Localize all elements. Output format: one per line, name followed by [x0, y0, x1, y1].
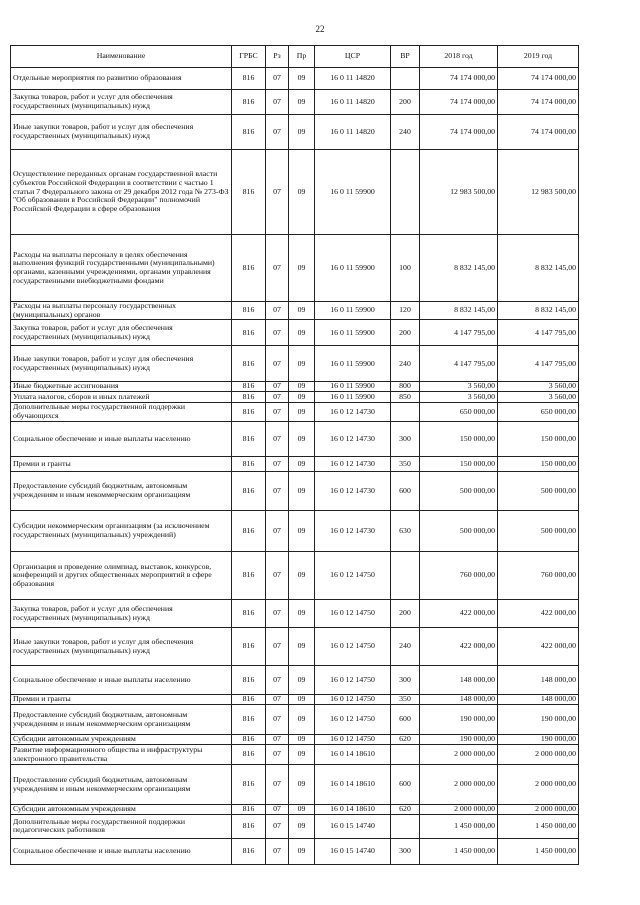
- table-row: [11, 346, 579, 382]
- row-vr-cell: [391, 68, 420, 90]
- row-csr-cell: 16 0 12 14750: [315, 705, 391, 735]
- table-row: [11, 552, 579, 600]
- header-rz: Рз: [266, 46, 289, 68]
- row-grbs-cell: 816: [232, 511, 266, 552]
- row-pr-cell: 09: [289, 600, 315, 628]
- row-grbs-cell: 816: [232, 628, 266, 666]
- row-pr-cell: 09: [289, 765, 315, 805]
- row-rz-cell: 07: [266, 382, 289, 392]
- row-rz-cell: 07: [266, 115, 289, 150]
- row-csr-cell: 16 0 12 14750: [315, 552, 391, 600]
- row-grbs-cell: 816: [232, 392, 266, 403]
- row-name-cell: Отдельные мероприятия по развитию образования: [11, 68, 232, 90]
- table-row: [11, 705, 579, 735]
- row-2019-cell: 760 000,00: [498, 552, 579, 600]
- table-header-row: [11, 46, 579, 68]
- table-row: [11, 382, 579, 392]
- row-grbs-cell: 816: [232, 600, 266, 628]
- row-grbs-cell: 816: [232, 745, 266, 765]
- row-csr-cell: 16 0 12 14730: [315, 511, 391, 552]
- row-vr-cell: 600: [391, 705, 420, 735]
- row-csr-cell: 16 0 14 18610: [315, 745, 391, 765]
- row-pr-cell: 09: [289, 68, 315, 90]
- row-2019-cell: 8 832 145,00: [498, 302, 579, 320]
- row-vr-cell: 240: [391, 346, 420, 382]
- row-rz-cell: 07: [266, 511, 289, 552]
- row-vr-cell: 850: [391, 392, 420, 403]
- row-grbs-cell: 816: [232, 814, 266, 838]
- table-row: [11, 235, 579, 302]
- row-grbs-cell: 816: [232, 422, 266, 457]
- row-vr-cell: 620: [391, 805, 420, 815]
- row-2018-cell: 74 174 000,00: [420, 68, 498, 90]
- row-rz-cell: 07: [266, 346, 289, 382]
- row-rz-cell: 07: [266, 695, 289, 705]
- row-2019-cell: 190 000,00: [498, 705, 579, 735]
- row-pr-cell: 09: [289, 422, 315, 457]
- row-csr-cell: 16 0 11 59900: [315, 302, 391, 320]
- row-vr-cell: 300: [391, 666, 420, 695]
- row-rz-cell: 07: [266, 765, 289, 805]
- row-2018-cell: 3 560,00: [420, 392, 498, 403]
- row-csr-cell: 16 0 12 14750: [315, 628, 391, 666]
- row-2018-cell: 190 000,00: [420, 735, 498, 745]
- table-row: [11, 805, 579, 815]
- row-2019-cell: 2 000 000,00: [498, 765, 579, 805]
- row-pr-cell: 09: [289, 472, 315, 511]
- table-row: [11, 90, 579, 115]
- row-grbs-cell: 816: [232, 472, 266, 511]
- row-pr-cell: 09: [289, 666, 315, 695]
- budget-table: [10, 45, 579, 865]
- row-vr-cell: 200: [391, 320, 420, 346]
- row-vr-cell: 800: [391, 382, 420, 392]
- row-csr-cell: 16 0 12 14750: [315, 600, 391, 628]
- row-name-cell: Предоставление субсидий бюджетным, автономным учреждениям и иным некоммерческим организациям: [11, 765, 232, 805]
- row-grbs-cell: 816: [232, 235, 266, 302]
- row-csr-cell: 16 0 11 59900: [315, 346, 391, 382]
- row-pr-cell: 09: [289, 628, 315, 666]
- row-name-cell: Социальное обеспечение и иные выплаты населению: [11, 666, 232, 695]
- row-vr-cell: 350: [391, 695, 420, 705]
- row-2019-cell: 74 174 000,00: [498, 115, 579, 150]
- row-pr-cell: 09: [289, 90, 315, 115]
- table-row: [11, 838, 579, 864]
- row-name-cell: Премии и гранты: [11, 457, 232, 472]
- table-row: [11, 745, 579, 765]
- row-name-cell: Премии и гранты: [11, 695, 232, 705]
- row-pr-cell: 09: [289, 805, 315, 815]
- row-rz-cell: 07: [266, 838, 289, 864]
- row-name-cell: Уплата налогов, сборов и иных платежей: [11, 392, 232, 403]
- row-2019-cell: 3 560,00: [498, 382, 579, 392]
- row-2019-cell: 8 832 145,00: [498, 235, 579, 302]
- row-2018-cell: 422 000,00: [420, 600, 498, 628]
- row-name-cell: Предоставление субсидий бюджетным, автономным учреждениям и иным некоммерческим организациям: [11, 472, 232, 511]
- row-2019-cell: 2 000 000,00: [498, 805, 579, 815]
- row-2018-cell: 12 983 500,00: [420, 150, 498, 235]
- row-2018-cell: 74 174 000,00: [420, 90, 498, 115]
- row-csr-cell: 16 0 11 59900: [315, 235, 391, 302]
- row-2018-cell: 150 000,00: [420, 422, 498, 457]
- row-csr-cell: 16 0 11 14820: [315, 90, 391, 115]
- row-csr-cell: 16 0 11 14820: [315, 68, 391, 90]
- table-row: [11, 765, 579, 805]
- row-csr-cell: 16 0 12 14730: [315, 457, 391, 472]
- table-row: [11, 457, 579, 472]
- row-name-cell: Организация и проведение олимпиад, выставок, конкурсов, конференций и других общественных мероприятий в сфере образования: [11, 552, 232, 600]
- row-csr-cell: 16 0 12 14730: [315, 403, 391, 422]
- row-2018-cell: 4 147 795,00: [420, 320, 498, 346]
- row-vr-cell: 120: [391, 302, 420, 320]
- row-2018-cell: 74 174 000,00: [420, 115, 498, 150]
- table-row: [11, 422, 579, 457]
- row-pr-cell: 09: [289, 302, 315, 320]
- row-2018-cell: 190 000,00: [420, 705, 498, 735]
- row-csr-cell: 16 0 12 14750: [315, 695, 391, 705]
- row-2018-cell: 760 000,00: [420, 552, 498, 600]
- row-2018-cell: 150 000,00: [420, 457, 498, 472]
- table-row: [11, 695, 579, 705]
- row-grbs-cell: 816: [232, 403, 266, 422]
- row-2018-cell: 2 000 000,00: [420, 805, 498, 815]
- table-row: [11, 814, 579, 838]
- row-2019-cell: 4 147 795,00: [498, 320, 579, 346]
- row-csr-cell: 16 0 14 18610: [315, 805, 391, 815]
- table-row: [11, 511, 579, 552]
- table-row: [11, 302, 579, 320]
- row-rz-cell: 07: [266, 666, 289, 695]
- row-name-cell: Расходы на выплаты персоналу государственных (муниципальных) органов: [11, 302, 232, 320]
- row-2019-cell: 422 000,00: [498, 600, 579, 628]
- row-csr-cell: 16 0 15 14740: [315, 814, 391, 838]
- row-name-cell: Социальное обеспечение и иные выплаты населению: [11, 838, 232, 864]
- row-2018-cell: 3 560,00: [420, 382, 498, 392]
- row-2018-cell: 500 000,00: [420, 472, 498, 511]
- row-grbs-cell: 816: [232, 765, 266, 805]
- row-name-cell: Расходы на выплаты персоналу в целях обеспечения выполнения функций государственными (муниципальными) органами, казенными учреждениями, органами управления государственными внебюджетными фондами: [11, 235, 232, 302]
- row-csr-cell: 16 0 12 14750: [315, 666, 391, 695]
- row-vr-cell: 600: [391, 765, 420, 805]
- row-2018-cell: 8 832 145,00: [420, 302, 498, 320]
- row-2018-cell: 2 000 000,00: [420, 765, 498, 805]
- row-2019-cell: 2 000 000,00: [498, 745, 579, 765]
- row-grbs-cell: 816: [232, 695, 266, 705]
- row-csr-cell: 16 0 11 59900: [315, 150, 391, 235]
- row-grbs-cell: 816: [232, 68, 266, 90]
- table-row: [11, 68, 579, 90]
- row-2018-cell: 2 000 000,00: [420, 745, 498, 765]
- row-vr-cell: 240: [391, 115, 420, 150]
- row-pr-cell: 09: [289, 382, 315, 392]
- row-vr-cell: [391, 552, 420, 600]
- row-grbs-cell: 816: [232, 838, 266, 864]
- row-vr-cell: 620: [391, 735, 420, 745]
- table-row: [11, 403, 579, 422]
- row-rz-cell: 07: [266, 805, 289, 815]
- row-grbs-cell: 816: [232, 382, 266, 392]
- row-name-cell: Дополнительные меры государственной поддержки педагогических работников: [11, 814, 232, 838]
- row-vr-cell: 200: [391, 90, 420, 115]
- row-csr-cell: 16 0 11 59900: [315, 320, 391, 346]
- row-pr-cell: 09: [289, 392, 315, 403]
- header-2018: 2018 год: [420, 46, 498, 68]
- row-csr-cell: 16 0 11 59900: [315, 382, 391, 392]
- row-2019-cell: 4 147 795,00: [498, 346, 579, 382]
- table-row: [11, 392, 579, 403]
- row-grbs-cell: 816: [232, 302, 266, 320]
- table-row: [11, 628, 579, 666]
- row-2019-cell: 500 000,00: [498, 472, 579, 511]
- row-vr-cell: 100: [391, 235, 420, 302]
- row-pr-cell: 09: [289, 457, 315, 472]
- row-2019-cell: 422 000,00: [498, 628, 579, 666]
- row-pr-cell: 09: [289, 814, 315, 838]
- row-2018-cell: 650 000,00: [420, 403, 498, 422]
- row-2019-cell: 12 983 500,00: [498, 150, 579, 235]
- row-rz-cell: 07: [266, 422, 289, 457]
- row-pr-cell: 09: [289, 552, 315, 600]
- row-rz-cell: 07: [266, 235, 289, 302]
- table-row: [11, 600, 579, 628]
- row-rz-cell: 07: [266, 705, 289, 735]
- table-row: [11, 666, 579, 695]
- row-name-cell: Иные бюджетные ассигнования: [11, 382, 232, 392]
- row-rz-cell: 07: [266, 403, 289, 422]
- row-2018-cell: 148 000,00: [420, 695, 498, 705]
- row-vr-cell: 600: [391, 472, 420, 511]
- row-rz-cell: 07: [266, 392, 289, 403]
- row-csr-cell: 16 0 11 14820: [315, 115, 391, 150]
- row-name-cell: Предоставление субсидий бюджетным, автономным учреждениям и иным некоммерческим организациям: [11, 705, 232, 735]
- row-grbs-cell: 816: [232, 346, 266, 382]
- row-2019-cell: 74 174 000,00: [498, 90, 579, 115]
- header-name: Наименование: [11, 46, 232, 68]
- row-pr-cell: 09: [289, 735, 315, 745]
- row-vr-cell: [391, 745, 420, 765]
- row-vr-cell: 300: [391, 838, 420, 864]
- row-pr-cell: 09: [289, 705, 315, 735]
- row-vr-cell: [391, 814, 420, 838]
- row-csr-cell: 16 0 11 59900: [315, 392, 391, 403]
- row-2018-cell: 4 147 795,00: [420, 346, 498, 382]
- header-grbs: ГРБС: [232, 46, 266, 68]
- row-2019-cell: 148 000,00: [498, 695, 579, 705]
- row-name-cell: Социальное обеспечение и иные выплаты населению: [11, 422, 232, 457]
- row-name-cell: Закупка товаров, работ и услуг для обеспечения государственных (муниципальных) нужд: [11, 320, 232, 346]
- row-grbs-cell: 816: [232, 90, 266, 115]
- row-rz-cell: 07: [266, 600, 289, 628]
- row-grbs-cell: 816: [232, 115, 266, 150]
- row-pr-cell: 09: [289, 235, 315, 302]
- row-2018-cell: 500 000,00: [420, 511, 498, 552]
- row-csr-cell: 16 0 12 14730: [315, 422, 391, 457]
- row-vr-cell: 300: [391, 422, 420, 457]
- row-rz-cell: 07: [266, 814, 289, 838]
- row-name-cell: Субсидии автономным учреждениям: [11, 735, 232, 745]
- header-vr: ВР: [391, 46, 420, 68]
- header-csr: ЦСР: [315, 46, 391, 68]
- row-2019-cell: 3 560,00: [498, 392, 579, 403]
- table-row: [11, 150, 579, 235]
- table-row: [11, 115, 579, 150]
- row-grbs-cell: 816: [232, 552, 266, 600]
- row-name-cell: Иные закупки товаров, работ и услуг для обеспечения государственных (муниципальных) нужд: [11, 346, 232, 382]
- row-vr-cell: 350: [391, 457, 420, 472]
- row-pr-cell: 09: [289, 320, 315, 346]
- row-rz-cell: 07: [266, 628, 289, 666]
- row-2019-cell: 150 000,00: [498, 457, 579, 472]
- row-pr-cell: 09: [289, 511, 315, 552]
- row-grbs-cell: 816: [232, 457, 266, 472]
- row-2019-cell: 1 450 000,00: [498, 814, 579, 838]
- table-body: [11, 68, 579, 865]
- page-number: 22: [315, 24, 325, 34]
- row-csr-cell: 16 0 12 14750: [315, 735, 391, 745]
- row-name-cell: Иные закупки товаров, работ и услуг для обеспечения государственных (муниципальных) нужд: [11, 628, 232, 666]
- row-2018-cell: 422 000,00: [420, 628, 498, 666]
- table-row: [11, 472, 579, 511]
- row-2019-cell: 1 450 000,00: [498, 838, 579, 864]
- row-csr-cell: 16 0 12 14730: [315, 472, 391, 511]
- row-grbs-cell: 816: [232, 666, 266, 695]
- row-rz-cell: 07: [266, 552, 289, 600]
- header-2019: 2019 год: [498, 46, 579, 68]
- row-2019-cell: 148 000,00: [498, 666, 579, 695]
- row-grbs-cell: 816: [232, 805, 266, 815]
- row-pr-cell: 09: [289, 745, 315, 765]
- row-2018-cell: 1 450 000,00: [420, 814, 498, 838]
- row-name-cell: Субсидии некоммерческим организациям (за исключением государственных (муниципальных) учреждений): [11, 511, 232, 552]
- row-name-cell: Субсидии автономным учреждениям: [11, 805, 232, 815]
- row-2018-cell: 1 450 000,00: [420, 838, 498, 864]
- row-csr-cell: 16 0 15 14740: [315, 838, 391, 864]
- row-name-cell: Закупка товаров, работ и услуг для обеспечения государственных (муниципальных) нужд: [11, 600, 232, 628]
- row-name-cell: Дополнительные меры государственной поддержки обучающихся: [11, 403, 232, 422]
- row-name-cell: Осуществление переданных органам государственной власти субъектов Российской Федерации в соответствии с частью 1 статьи 7 Федерального закона от 29 декабря 2012 года № 273-ФЗ "Об образовании в Российской Федерации" полномочий Российской Федерации в сфере образования: [11, 150, 232, 235]
- row-grbs-cell: 816: [232, 735, 266, 745]
- row-vr-cell: [391, 403, 420, 422]
- row-2019-cell: 150 000,00: [498, 422, 579, 457]
- row-2019-cell: 74 174 000,00: [498, 68, 579, 90]
- row-name-cell: Развитие информационного общества и инфраструктуры электронного правительства: [11, 745, 232, 765]
- header-pr: Пр: [289, 46, 315, 68]
- row-csr-cell: 16 0 14 18610: [315, 765, 391, 805]
- row-vr-cell: 200: [391, 600, 420, 628]
- row-vr-cell: 630: [391, 511, 420, 552]
- row-rz-cell: 07: [266, 150, 289, 235]
- row-name-cell: Закупка товаров, работ и услуг для обеспечения государственных (муниципальных) нужд: [11, 90, 232, 115]
- row-pr-cell: 09: [289, 695, 315, 705]
- row-rz-cell: 07: [266, 68, 289, 90]
- row-pr-cell: 09: [289, 403, 315, 422]
- row-rz-cell: 07: [266, 302, 289, 320]
- row-pr-cell: 09: [289, 838, 315, 864]
- row-vr-cell: [391, 150, 420, 235]
- row-rz-cell: 07: [266, 745, 289, 765]
- row-pr-cell: 09: [289, 346, 315, 382]
- row-rz-cell: 07: [266, 472, 289, 511]
- table-row: [11, 735, 579, 745]
- row-vr-cell: 240: [391, 628, 420, 666]
- row-grbs-cell: 816: [232, 705, 266, 735]
- row-rz-cell: 07: [266, 320, 289, 346]
- row-name-cell: Иные закупки товаров, работ и услуг для обеспечения государственных (муниципальных) нужд: [11, 115, 232, 150]
- row-2019-cell: 190 000,00: [498, 735, 579, 745]
- row-2018-cell: 148 000,00: [420, 666, 498, 695]
- row-2019-cell: 650 000,00: [498, 403, 579, 422]
- row-rz-cell: 07: [266, 735, 289, 745]
- row-pr-cell: 09: [289, 115, 315, 150]
- table-row: [11, 320, 579, 346]
- row-grbs-cell: 816: [232, 150, 266, 235]
- row-rz-cell: 07: [266, 90, 289, 115]
- row-pr-cell: 09: [289, 150, 315, 235]
- row-grbs-cell: 816: [232, 320, 266, 346]
- row-rz-cell: 07: [266, 457, 289, 472]
- row-2019-cell: 500 000,00: [498, 511, 579, 552]
- row-2018-cell: 8 832 145,00: [420, 235, 498, 302]
